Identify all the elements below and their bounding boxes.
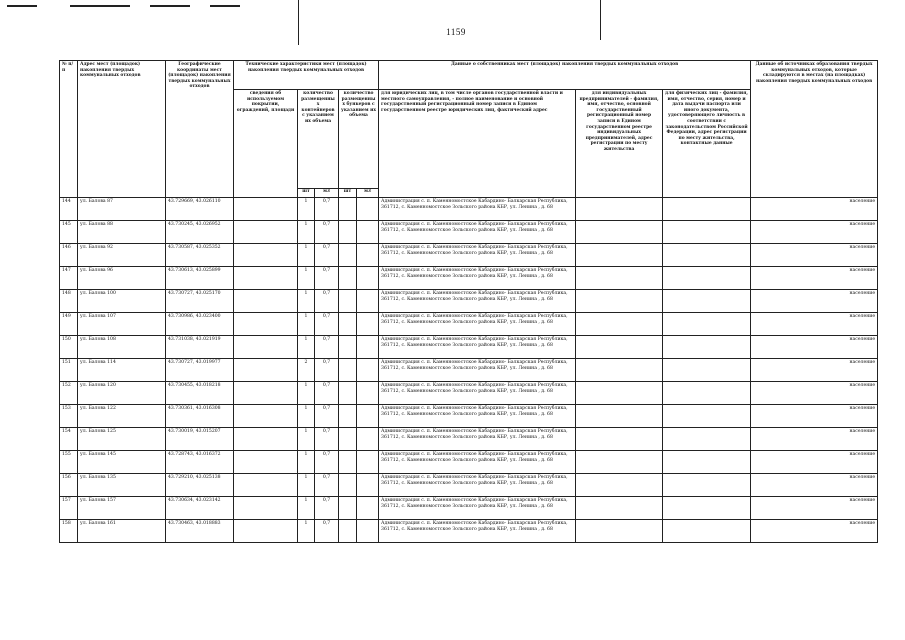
col-coords-header: Географические координаты мест (площадок) накопления твердых коммунальных отходов (166, 61, 234, 198)
owner-phys-cell (663, 221, 751, 244)
containers-count-cell: 1 (298, 520, 315, 543)
containers-volume-cell: 0,7 (315, 221, 339, 244)
source-cell: население (751, 336, 878, 359)
row-number-cell: 146 (60, 244, 78, 267)
surface-cell (234, 244, 298, 267)
surface-cell (234, 382, 298, 405)
scan-mark (298, 0, 299, 45)
address-cell: ул. Балова 145 (78, 451, 166, 474)
coords-cell: 43.729210, 43.025138 (166, 474, 234, 497)
bunkers-volume-cell (357, 382, 379, 405)
source-cell: население (751, 313, 878, 336)
address-cell: ул. Балова 125 (78, 428, 166, 451)
containers-volume-cell: 0,7 (315, 313, 339, 336)
coords-cell: 43.730361, 43.016308 (166, 405, 234, 428)
owner-legal-cell: Администрация с. п. Каменномостское Кабардино- Балкарская Республика, 361712, с. Каменномостское Зольского района КБР, ул. Ленина , д. 68 (379, 198, 576, 221)
containers-volume-cell: 0,7 (315, 451, 339, 474)
containers-count-cell: 1 (298, 474, 315, 497)
surface-cell (234, 198, 298, 221)
owner-phys-cell (663, 313, 751, 336)
row-number-cell: 158 (60, 520, 78, 543)
page-number: 1159 (446, 27, 466, 37)
sub-ip-header: для индивидуальных предпринимателей - фамилия, имя, отчество, основной государственный регистрационный номер записи в Едином государственном реестре индивидуальных предпринимателей, адрес регистрации по месту жительства (576, 90, 663, 198)
bunkers-volume-cell (357, 359, 379, 382)
bunkers-volume-cell (357, 267, 379, 290)
owner-phys-cell (663, 405, 751, 428)
owner-ip-cell (576, 405, 663, 428)
address-cell: ул. Балова 161 (78, 520, 166, 543)
containers-count-cell: 1 (298, 382, 315, 405)
bunkers-volume-cell (357, 198, 379, 221)
coords-cell: 43.731038, 43.021919 (166, 336, 234, 359)
owner-phys-cell (663, 267, 751, 290)
bunkers-volume-cell (357, 474, 379, 497)
containers-volume-cell: 0,7 (315, 474, 339, 497)
bunkers-count-cell (339, 405, 357, 428)
owner-phys-cell (663, 497, 751, 520)
source-cell: население (751, 221, 878, 244)
bunkers-count-cell (339, 474, 357, 497)
coords-cell: 43.729669, 43.026110 (166, 198, 234, 221)
col-num-header: № п/п (60, 61, 78, 198)
coords-cell: 43.730245, 43.026952 (166, 221, 234, 244)
row-number-cell: 145 (60, 221, 78, 244)
coords-cell: 43.728743, 43.016372 (166, 451, 234, 474)
owner-ip-cell (576, 336, 663, 359)
address-cell: ул. Балова 96 (78, 267, 166, 290)
containers-count-cell: 1 (298, 244, 315, 267)
header-row (60, 61, 878, 90)
bunkers-count-cell (339, 451, 357, 474)
coords-cell: 43.730019, 43.015207 (166, 428, 234, 451)
table-body (60, 198, 878, 543)
table-row (60, 428, 878, 451)
address-cell: ул. Балова 122 (78, 405, 166, 428)
address-cell: ул. Балова 92 (78, 244, 166, 267)
scan-mark (70, 5, 130, 7)
row-number-cell: 149 (60, 313, 78, 336)
bunkers-count-cell (339, 221, 357, 244)
bunkers-count-cell (339, 198, 357, 221)
source-cell: население (751, 198, 878, 221)
surface-cell (234, 405, 298, 428)
address-cell: ул. Балова 114 (78, 359, 166, 382)
table-row (60, 336, 878, 359)
source-cell: население (751, 382, 878, 405)
row-number-cell: 152 (60, 382, 78, 405)
bunkers-count-cell (339, 244, 357, 267)
owner-legal-cell: Администрация с. п. Каменномостское Кабардино- Балкарская Республика, 361712, с. Каменномостское Зольского района КБР, ул. Ленина , д. 68 (379, 336, 576, 359)
owner-legal-cell: Администрация с. п. Каменномостское Кабардино- Балкарская Республика, 361712, с. Каменномостское Зольского района КБР, ул. Ленина , д. 68 (379, 451, 576, 474)
surface-cell (234, 313, 298, 336)
bunkers-volume-cell (357, 313, 379, 336)
owner-ip-cell (576, 474, 663, 497)
owner-legal-cell: Администрация с. п. Каменномостское Кабардино- Балкарская Республика, 361712, с. Каменномостское Зольского района КБР, ул. Ленина , д. 68 (379, 474, 576, 497)
owner-phys-cell (663, 382, 751, 405)
bunkers-volume-cell (357, 244, 379, 267)
coords-cell: 43.730634, 43.023142 (166, 497, 234, 520)
owner-ip-cell (576, 198, 663, 221)
owner-legal-cell: Администрация с. п. Каменномостское Кабардино- Балкарская Республика, 361712, с. Каменномостское Зольского района КБР, ул. Ленина , д. 68 (379, 405, 576, 428)
owner-legal-cell: Администрация с. п. Каменномостское Кабардино- Балкарская Республика, 361712, с. Каменномостское Зольского района КБР, ул. Ленина , д. 68 (379, 428, 576, 451)
scan-mark (7, 5, 37, 7)
row-number-cell: 147 (60, 267, 78, 290)
owner-ip-cell (576, 267, 663, 290)
owner-ip-cell (576, 382, 663, 405)
containers-volume-cell: 0,7 (315, 428, 339, 451)
row-number-cell: 148 (60, 290, 78, 313)
sub-surface-header: сведения об используемом покрытии, ограждений, площади (234, 90, 298, 198)
table-row (60, 267, 878, 290)
owner-phys-cell (663, 198, 751, 221)
table-row (60, 198, 878, 221)
containers-count-cell: 1 (298, 198, 315, 221)
owner-phys-cell (663, 474, 751, 497)
source-cell: население (751, 428, 878, 451)
bunkers-count-cell (339, 336, 357, 359)
owner-legal-cell: Администрация с. п. Каменномостское Кабардино- Балкарская Республика, 361712, с. Каменномостское Зольского района КБР, ул. Ленина , д. 68 (379, 497, 576, 520)
bunkers-volume-cell (357, 451, 379, 474)
owner-legal-cell: Администрация с. п. Каменномостское Кабардино- Балкарская Республика, 361712, с. Каменномостское Зольского района КБР, ул. Ленина , д. 68 (379, 359, 576, 382)
bunkers-volume-cell (357, 428, 379, 451)
containers-count-cell: 1 (298, 290, 315, 313)
owner-ip-cell (576, 221, 663, 244)
owner-ip-cell (576, 290, 663, 313)
owner-legal-cell: Администрация с. п. Каменномостское Кабардино- Балкарская Республика, 361712, с. Каменномостское Зольского района КБР, ул. Ленина , д. 68 (379, 382, 576, 405)
register-table (59, 60, 878, 543)
containers-count-cell: 1 (298, 428, 315, 451)
table-row (60, 451, 878, 474)
containers-volume-cell: 0,7 (315, 290, 339, 313)
address-cell: ул. Балова 135 (78, 474, 166, 497)
unit-pcs: шт (339, 189, 357, 198)
scan-mark (600, 0, 601, 40)
owner-ip-cell (576, 520, 663, 543)
source-cell: население (751, 497, 878, 520)
source-cell: население (751, 520, 878, 543)
surface-cell (234, 336, 298, 359)
surface-cell (234, 428, 298, 451)
row-number-cell: 151 (60, 359, 78, 382)
bunkers-count-cell (339, 382, 357, 405)
containers-volume-cell: 0,7 (315, 267, 339, 290)
containers-count-cell: 1 (298, 267, 315, 290)
owner-phys-cell (663, 359, 751, 382)
surface-cell (234, 267, 298, 290)
scan-mark (210, 5, 240, 7)
bunkers-count-cell (339, 313, 357, 336)
owner-ip-cell (576, 497, 663, 520)
address-cell: ул. Балова 107 (78, 313, 166, 336)
surface-cell (234, 221, 298, 244)
bunkers-count-cell (339, 428, 357, 451)
coords-cell: 43.730613, 43.025899 (166, 267, 234, 290)
containers-count-cell: 1 (298, 497, 315, 520)
row-number-cell: 154 (60, 428, 78, 451)
coords-cell: 43.730986, 43.023400 (166, 313, 234, 336)
source-cell: население (751, 405, 878, 428)
owner-legal-cell: Администрация с. п. Каменномостское Кабардино- Балкарская Республика, 361712, с. Каменномостское Зольского района КБР, ул. Ленина , д. 68 (379, 267, 576, 290)
owner-legal-cell: Администрация с. п. Каменномостское Кабардино- Балкарская Республика, 361712, с. Каменномостское Зольского района КБР, ул. Ленина , д. 68 (379, 221, 576, 244)
coords-cell: 43.730727, 43.019977 (166, 359, 234, 382)
bunkers-count-cell (339, 497, 357, 520)
unit-m3: м3 (357, 189, 379, 198)
coords-cell: 43.730455, 43.018218 (166, 382, 234, 405)
row-number-cell: 157 (60, 497, 78, 520)
bunkers-volume-cell (357, 336, 379, 359)
owner-legal-cell: Администрация с. п. Каменномостское Кабардино- Балкарская Республика, 361712, с. Каменномостское Зольского района КБР, ул. Ленина , д. 68 (379, 313, 576, 336)
owner-ip-cell (576, 451, 663, 474)
surface-cell (234, 290, 298, 313)
surface-cell (234, 474, 298, 497)
surface-cell (234, 520, 298, 543)
col-sources-header: Данные об источниках образования твердых коммунальных отходов, которые складируются в местах (на площадках) накопления твердых коммунальных отходов (751, 61, 878, 198)
address-cell: ул. Балова 100 (78, 290, 166, 313)
containers-volume-cell: 0,7 (315, 359, 339, 382)
bunkers-count-cell (339, 267, 357, 290)
source-cell: население (751, 359, 878, 382)
row-number-cell: 153 (60, 405, 78, 428)
containers-volume-cell: 0,7 (315, 405, 339, 428)
owner-phys-cell (663, 336, 751, 359)
owner-phys-cell (663, 428, 751, 451)
containers-volume-cell: 0,7 (315, 382, 339, 405)
source-cell: население (751, 290, 878, 313)
address-cell: ул. Балова 87 (78, 198, 166, 221)
containers-volume-cell: 0,7 (315, 520, 339, 543)
row-number-cell: 150 (60, 336, 78, 359)
coords-cell: 43.730727, 43.025170 (166, 290, 234, 313)
sub-phys-header: для физических лиц - фамилия, имя, отчество, серия, номер и дата выдачи паспорта или иного документа, удостоверяющего личность в соответствии с законодательством Российской Федерации, адрес регистрации по месту жительства, контактные данные (663, 90, 751, 198)
table-row (60, 520, 878, 543)
address-cell: ул. Балова 108 (78, 336, 166, 359)
bunkers-volume-cell (357, 221, 379, 244)
table-row (60, 497, 878, 520)
table-row (60, 474, 878, 497)
owner-phys-cell (663, 290, 751, 313)
bunkers-count-cell (339, 359, 357, 382)
owner-phys-cell (663, 451, 751, 474)
bunkers-volume-cell (357, 520, 379, 543)
coords-cell: 43.730463, 43.018883 (166, 520, 234, 543)
address-cell: ул. Балова 157 (78, 497, 166, 520)
table-row (60, 244, 878, 267)
owner-legal-cell: Администрация с. п. Каменномостское Кабардино- Балкарская Республика, 361712, с. Каменномостское Зольского района КБР, ул. Ленина , д. 68 (379, 290, 576, 313)
address-cell: ул. Балова 120 (78, 382, 166, 405)
address-cell: ул. Балова 88 (78, 221, 166, 244)
sub-legal-header: для юридических лиц, в том числе органов государственной власти и местного самоуправления, - полное наименование и основной государственный регистрационный номер записи в Едином государственном реестре юридических лиц, фактический адрес (379, 90, 576, 198)
containers-count-cell: 1 (298, 451, 315, 474)
containers-volume-cell: 0,7 (315, 497, 339, 520)
col-tech-header: Технические характеристики мест (площадок) накопления твердых коммунальных отходов (234, 61, 379, 90)
bunkers-volume-cell (357, 405, 379, 428)
scan-mark (150, 5, 190, 7)
table-row (60, 405, 878, 428)
owner-legal-cell: Администрация с. п. Каменномостское Кабардино- Балкарская Республика, 361712, с. Каменномостское Зольского района КБР, ул. Ленина , д. 68 (379, 244, 576, 267)
owner-phys-cell (663, 520, 751, 543)
containers-count-cell: 1 (298, 221, 315, 244)
containers-count-cell: 1 (298, 313, 315, 336)
coords-cell: 43.730587, 43.025352 (166, 244, 234, 267)
owner-ip-cell (576, 244, 663, 267)
containers-count-cell: 2 (298, 359, 315, 382)
sub-bunkers-header: количество размещенных бункеров с указанием их объема (339, 90, 379, 189)
containers-count-cell: 1 (298, 405, 315, 428)
containers-volume-cell: 0,7 (315, 336, 339, 359)
containers-volume-cell: 0,7 (315, 198, 339, 221)
owner-ip-cell (576, 359, 663, 382)
owner-ip-cell (576, 428, 663, 451)
containers-count-cell: 1 (298, 336, 315, 359)
unit-pcs: шт (298, 189, 315, 198)
source-cell: население (751, 451, 878, 474)
bunkers-volume-cell (357, 290, 379, 313)
bunkers-count-cell (339, 290, 357, 313)
bunkers-count-cell (339, 520, 357, 543)
table-row (60, 290, 878, 313)
unit-m3: м3 (315, 189, 339, 198)
col-address-header: Адрес мест (площадок) накопления твердых коммунальных отходов (78, 61, 166, 198)
owner-phys-cell (663, 244, 751, 267)
surface-cell (234, 497, 298, 520)
sub-containers-header: количество размещенных контейнеров с указанием их объема (298, 90, 339, 189)
col-owners-header: Данные о собственниках мест (площадок) накопления твердых коммунальных отходов (379, 61, 751, 90)
source-cell: население (751, 267, 878, 290)
row-number-cell: 155 (60, 451, 78, 474)
row-number-cell: 144 (60, 198, 78, 221)
owner-legal-cell: Администрация с. п. Каменномостское Кабардино- Балкарская Республика, 361712, с. Каменномостское Зольского района КБР, ул. Ленина , д. 68 (379, 520, 576, 543)
containers-volume-cell: 0,7 (315, 244, 339, 267)
source-cell: население (751, 474, 878, 497)
table-row (60, 313, 878, 336)
table-row (60, 221, 878, 244)
table-row (60, 382, 878, 405)
source-cell: население (751, 244, 878, 267)
row-number-cell: 156 (60, 474, 78, 497)
table-row (60, 359, 878, 382)
bunkers-volume-cell (357, 497, 379, 520)
surface-cell (234, 451, 298, 474)
owner-ip-cell (576, 313, 663, 336)
surface-cell (234, 359, 298, 382)
